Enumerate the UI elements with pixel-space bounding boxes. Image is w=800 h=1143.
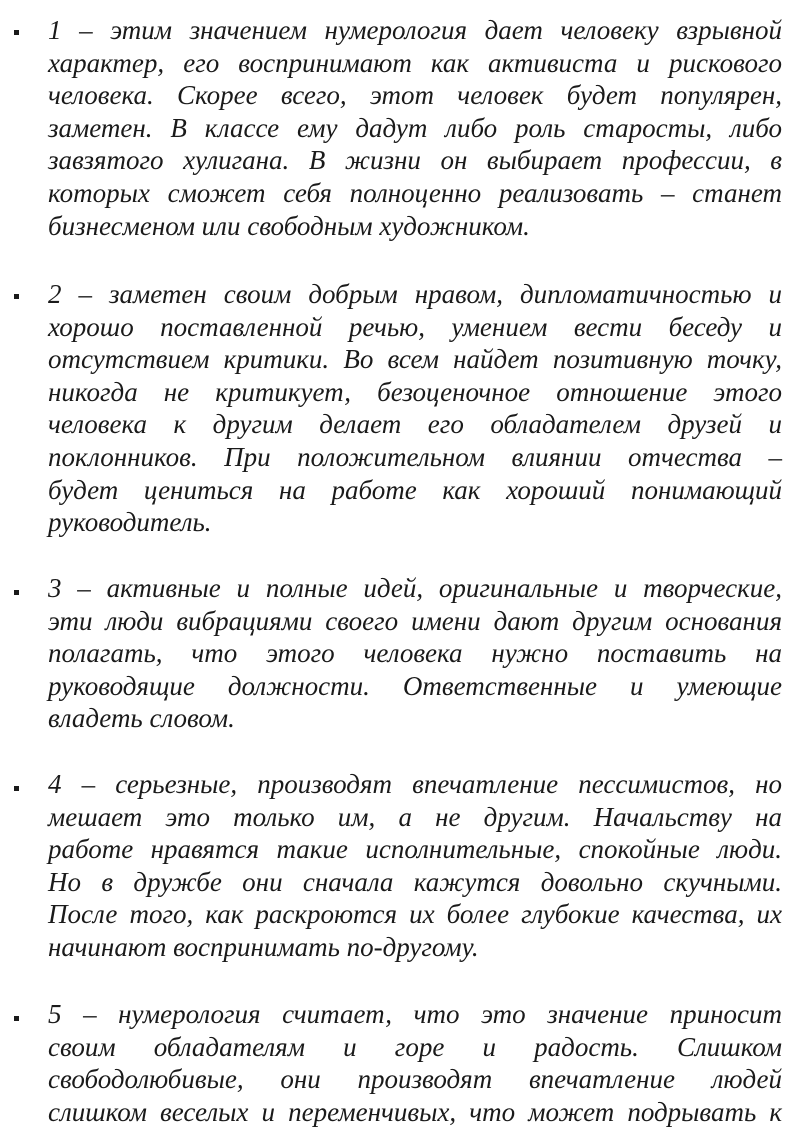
bullet-icon bbox=[14, 30, 19, 35]
paragraph-line: слишком веселых и переменчивых, что может подрывать к bbox=[48, 1096, 782, 1127]
paragraph-line: которых сможет себя полноценно реализовать – станет bbox=[48, 177, 782, 208]
bullet-icon bbox=[14, 590, 19, 595]
paragraph-line: мешает это только им, а не другим. Начальству на bbox=[48, 801, 782, 832]
paragraph-line: никогда не критикует, безоценочное отношение этого bbox=[48, 376, 782, 407]
paragraph-line: заметен. В классе ему дадут либо роль старосты, либо bbox=[48, 112, 782, 143]
paragraph-line: бизнесменом или свободным художником. bbox=[48, 210, 530, 241]
paragraph-line: полагать, что этого человека нужно поставить на bbox=[48, 638, 782, 669]
paragraph-line: будет цениться на работе как хороший понимающий bbox=[48, 474, 782, 505]
bullet-icon bbox=[14, 1016, 19, 1021]
paragraph-line: 1 – этим значением нумерология дает человеку взрывной bbox=[48, 15, 782, 45]
paragraph-line: 3 – активные и полные идей, оригинальные и творческие, bbox=[48, 573, 782, 603]
bullet-icon bbox=[14, 294, 19, 299]
paragraph-line: поклонников. При положительном влиянии отчества – bbox=[48, 441, 782, 472]
paragraph-line: руководитель. bbox=[48, 507, 212, 538]
paragraph-line: хорошо поставленной речью, умением вести беседу и bbox=[48, 311, 782, 342]
paragraph-line: работе нравятся такие исполнительные, спокойные люди. bbox=[48, 834, 782, 865]
paragraph-line: руководящие должности. Ответственные и умеющие bbox=[48, 670, 782, 701]
paragraph-line: завзятого хулигана. В жизни он выбирает профессии, в bbox=[48, 145, 782, 176]
paragraph-line: 5 – нумерология считает, что это значение приносит bbox=[48, 999, 782, 1029]
paragraph-line: владеть словом. bbox=[48, 703, 235, 734]
paragraph-line: Но в дружбе они сначала кажутся довольно скучными. bbox=[48, 866, 782, 897]
paragraph-line: 2 – заметен своим добрым нравом, дипломатичностью и bbox=[48, 279, 782, 309]
paragraph-4 bbox=[48, 768, 782, 964]
paragraph-line: человека к другим делает его обладателем друзей и bbox=[48, 409, 782, 440]
paragraph-line: эти люди вибрациями своего имени дают другим основания bbox=[48, 605, 782, 636]
paragraph-2 bbox=[48, 278, 782, 539]
paragraph-line: отсутствием критики. Во всем найдет позитивную точку, bbox=[48, 344, 782, 375]
paragraph-5 bbox=[48, 998, 782, 1128]
bullet-icon bbox=[14, 786, 19, 791]
paragraph-line: начинают воспринимать по-другому. bbox=[48, 931, 479, 962]
paragraph-line: После того, как раскроются их более глубокие качества, их bbox=[48, 899, 782, 930]
paragraph-line: свободолюбивые, они производят впечатление людей bbox=[48, 1064, 782, 1095]
paragraph-line: человека. Скорее всего, этот человек будет популярен, bbox=[48, 80, 782, 111]
paragraph-3 bbox=[48, 572, 782, 735]
paragraph-line: 4 – серьезные, производят впечатление пессимистов, но bbox=[48, 769, 782, 799]
paragraph-line: характер, его воспринимают как активиста и рискового bbox=[48, 47, 782, 78]
paragraph-1 bbox=[48, 14, 782, 242]
paragraph-line: своим обладателям и горе и радость. Слишком bbox=[48, 1031, 782, 1062]
